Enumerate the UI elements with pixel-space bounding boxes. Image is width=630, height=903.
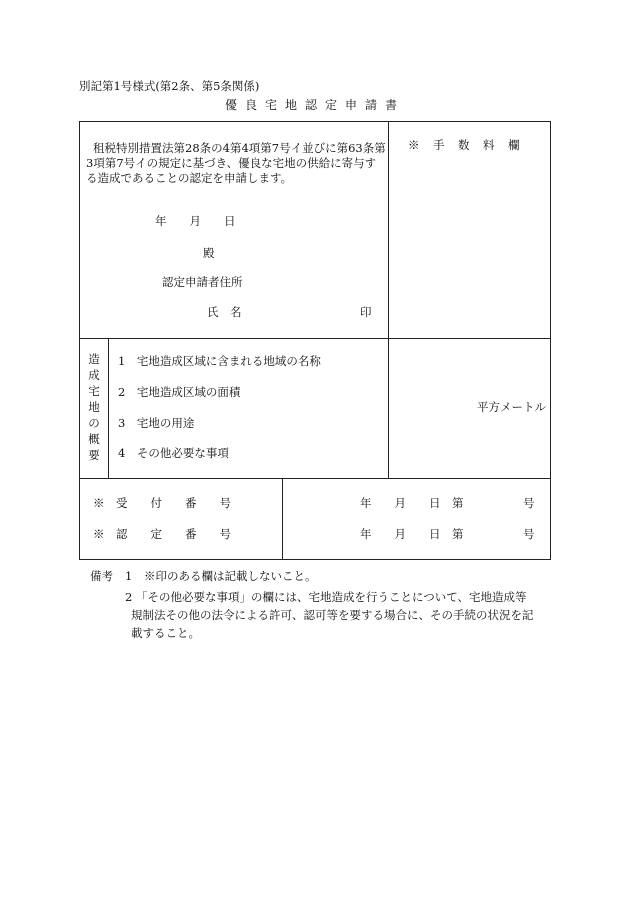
- overview-item-2: 2 宅地造成区域の面積: [118, 385, 241, 399]
- overview-vertical-char: 概: [88, 432, 100, 446]
- overview-vertical-char: 成: [88, 368, 100, 382]
- remark-2-number: 2: [125, 590, 133, 604]
- approval-number-suffix: 号: [523, 527, 535, 541]
- remark-2-line-1: 「その他必要な事項」の欄には、宅地造成を行うことについて、宅地造成等: [136, 590, 527, 604]
- area-unit-label: 平方メートル: [477, 400, 546, 414]
- overview-item-3: 3 宅地の用途: [118, 416, 195, 430]
- column-divider-numbers: [282, 478, 283, 560]
- applicant-address-label: 認定申請者住所: [162, 275, 243, 289]
- application-text-line-2: 3項第7号イの規定に基づき、優良な宅地の供給に寄与す: [86, 156, 377, 170]
- overview-item-4: 4 その他必要な事項: [118, 446, 229, 460]
- column-divider-fee: [388, 121, 389, 479]
- approval-number-label: ※ 認 定 番 号: [93, 527, 231, 541]
- application-text-line-3: る造成であることの認定を申請します。: [86, 171, 293, 185]
- addressee-dono: 殿: [203, 246, 215, 260]
- document-title: 優良宅地認定申請書: [225, 98, 406, 112]
- receipt-number-date: 年 月 日 第: [360, 496, 464, 510]
- overview-vertical-char: 要: [88, 448, 100, 462]
- remark-1-number: 1: [125, 569, 133, 583]
- table-border-left: [79, 121, 80, 560]
- row-divider-1: [79, 338, 551, 339]
- seal-mark: 印: [360, 305, 372, 319]
- table-border-right: [550, 121, 551, 560]
- form-number-label: 別記第1号様式(第2条、第5条関係): [79, 79, 260, 93]
- remarks-label: 備考: [90, 569, 113, 583]
- overview-vertical-char: 宅: [88, 384, 100, 398]
- receipt-number-suffix: 号: [523, 496, 535, 510]
- approval-number-date: 年 月 日 第: [360, 527, 464, 541]
- applicant-name-label: 氏 名: [207, 305, 242, 319]
- overview-item-1: 1 宅地造成区域に含まれる地域の名称: [118, 354, 321, 368]
- overview-vertical-label: [87, 354, 101, 466]
- application-text-line-1: 租税特別措置法第28条の4第4項第7号イ並びに第63条第: [93, 141, 386, 155]
- remark-1-text: ※印のある欄は記載しないこと。: [144, 569, 317, 583]
- table-border-top: [79, 121, 551, 122]
- overview-vertical-char: 造: [88, 352, 100, 366]
- overview-vertical-char: の: [88, 416, 100, 430]
- column-divider-overview-label: [108, 338, 109, 479]
- receipt-number-label: ※ 受 付 番 号: [93, 496, 231, 510]
- remark-2-line-3: 載すること。: [131, 626, 200, 640]
- row-divider-2: [79, 478, 551, 479]
- overview-vertical-char: 地: [88, 400, 100, 414]
- table-border-bottom: [79, 559, 551, 560]
- application-date: 年 月 日: [155, 214, 236, 228]
- remark-2-line-2: 規制法その他の法令による許可、認可等を要する場合に、その手続の状況を記: [131, 608, 534, 622]
- fee-column-header: ※ 手 数 料 欄: [408, 138, 521, 152]
